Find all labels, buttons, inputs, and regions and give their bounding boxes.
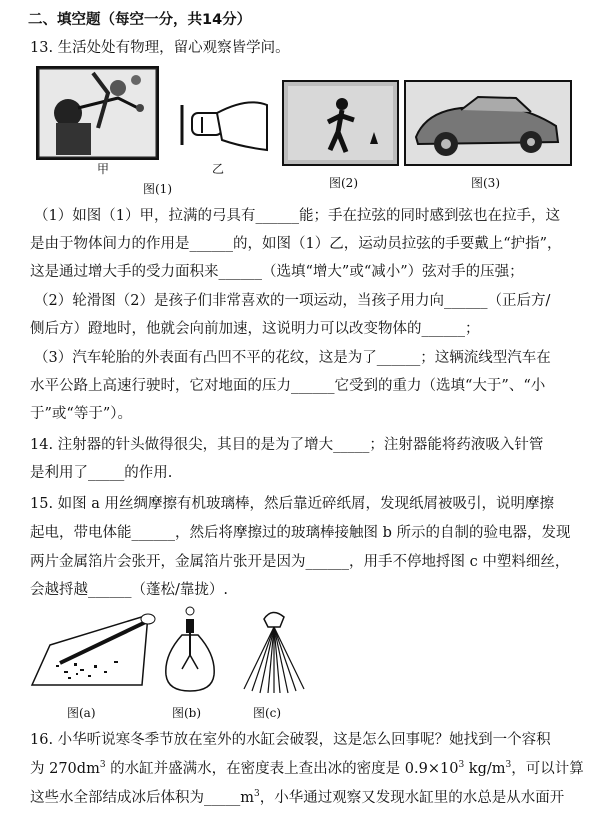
q13-stem: 13. 生活处处有物理，留心观察皆学问。 — [30, 40, 290, 56]
section-title: 二、填空题 — [28, 12, 101, 28]
figure-b-drawing — [160, 605, 220, 695]
q15-line-2: 起电，带电体能______，然后将摩擦过的玻璃棒接触图 b 所示的自制的验电器，发现 — [30, 525, 571, 541]
glass-rod-paper-icon — [30, 605, 160, 695]
q13-line-4: （2）轮滑图（2）是孩子们非常喜欢的一项运动，当孩子用力向______（正后方/ — [34, 293, 551, 309]
fig-b-caption: 图(b) — [172, 706, 202, 720]
q16-line-2 — [30, 760, 584, 778]
label-yi: 乙 — [212, 162, 225, 176]
q15-line-1: 15. 如图 a 用丝绸摩擦有机玻璃棒，然后靠近碎纸屑，发现纸屑被吸引，说明摩擦 — [30, 496, 555, 512]
archer-photo-icon — [38, 68, 157, 158]
q13-line-5: 侧后方）蹬地时，他就会向前加速，这说明力可以改变物体的______； — [30, 321, 480, 337]
figure-a-drawing — [30, 605, 160, 695]
q13-line-1: （1）如图（1）甲，拉满的弓具有______能；手在拉弦的同时感到弦也在拉手，这 — [34, 208, 560, 224]
finger-guard-icon — [172, 95, 272, 155]
q13-line-7: 水平公路上高速行驶时，它对地面的压力______它受到的重力（选填“大于”、“小 — [30, 378, 546, 394]
q15-line-4: 会越捋越______（蓬松/靠拢）. — [30, 582, 228, 598]
q13-line-8: 于”或“等于”）。 — [30, 406, 132, 422]
plastic-strings-icon — [240, 605, 310, 695]
q14-line-2: 是利用了_____的作用. — [30, 465, 173, 481]
q14-line-1: 14. 注射器的针头做得很尖，其目的是为了增大_____；注射器能将药液吸入针管 — [30, 437, 544, 453]
fig2-caption: 图(2) — [329, 176, 358, 190]
q16-line-2-c: kg/m — [464, 761, 506, 777]
q16-sup-2: 3 — [458, 760, 465, 771]
q13-line-6: （3）汽车轮胎的外表面有凸凹不平的花纹，这是为了______；这辆流线型汽车在 — [34, 350, 551, 366]
q16-line-2-a: 为 270dm — [30, 761, 100, 777]
figure-2-photo — [282, 80, 399, 166]
figure-1-jia-photo — [36, 66, 159, 160]
q16-sup-3: 3 — [505, 760, 512, 771]
electroscope-icon — [160, 605, 220, 695]
car-photo-icon — [406, 82, 570, 164]
q13-line-3: 这是通过增大手的受力面积来______（选填“增大”或“减小”）弦对手的压强； — [30, 264, 524, 280]
figure-3-photo — [404, 80, 572, 166]
q16-line-2-b: 的水缸并盛满水，在密度表上查出冰的密度是 0.9×10 — [105, 761, 459, 777]
q13-line-2: 是由于物体间力的作用是______的，如图（1）乙，运动员拉弦的手要戴上“护指”， — [30, 236, 562, 252]
q16-line-1: 16. 小华听说寒冬季节放在室外的水缸会破裂，这是怎么回事呢？她找到一个容积 — [30, 732, 551, 748]
q16-sup-1: 3 — [99, 760, 106, 771]
q16-line-2-d: ，可以计算 — [511, 761, 584, 777]
rollerskate-photo-icon — [284, 82, 397, 164]
figure-c-drawing — [240, 605, 310, 695]
section-header — [28, 11, 251, 29]
figure-1-yi-drawing — [172, 95, 272, 155]
fig-c-caption: 图(c) — [253, 706, 282, 720]
q16-line-3-b: ，小华通过观察又发现水缸里的水总是从水面开 — [259, 790, 565, 806]
fig3-caption: 图(3) — [471, 176, 500, 190]
q16-line-3-a: 这些水全部结成冰后体积为_____m — [30, 790, 254, 806]
label-jia: 甲 — [97, 162, 110, 176]
q15-line-3: 两片金属箔片会张开，金属箔片张开是因为______，用手不停地捋图 c 中塑料细丝， — [30, 554, 570, 570]
fig1-caption: 图(1) — [143, 182, 172, 196]
section-note: （每空一分，共14分） — [100, 12, 252, 28]
fig-a-caption: 图(a) — [67, 706, 96, 720]
q16-sup-4: 3 — [254, 789, 260, 800]
q16-line-3 — [30, 789, 564, 807]
